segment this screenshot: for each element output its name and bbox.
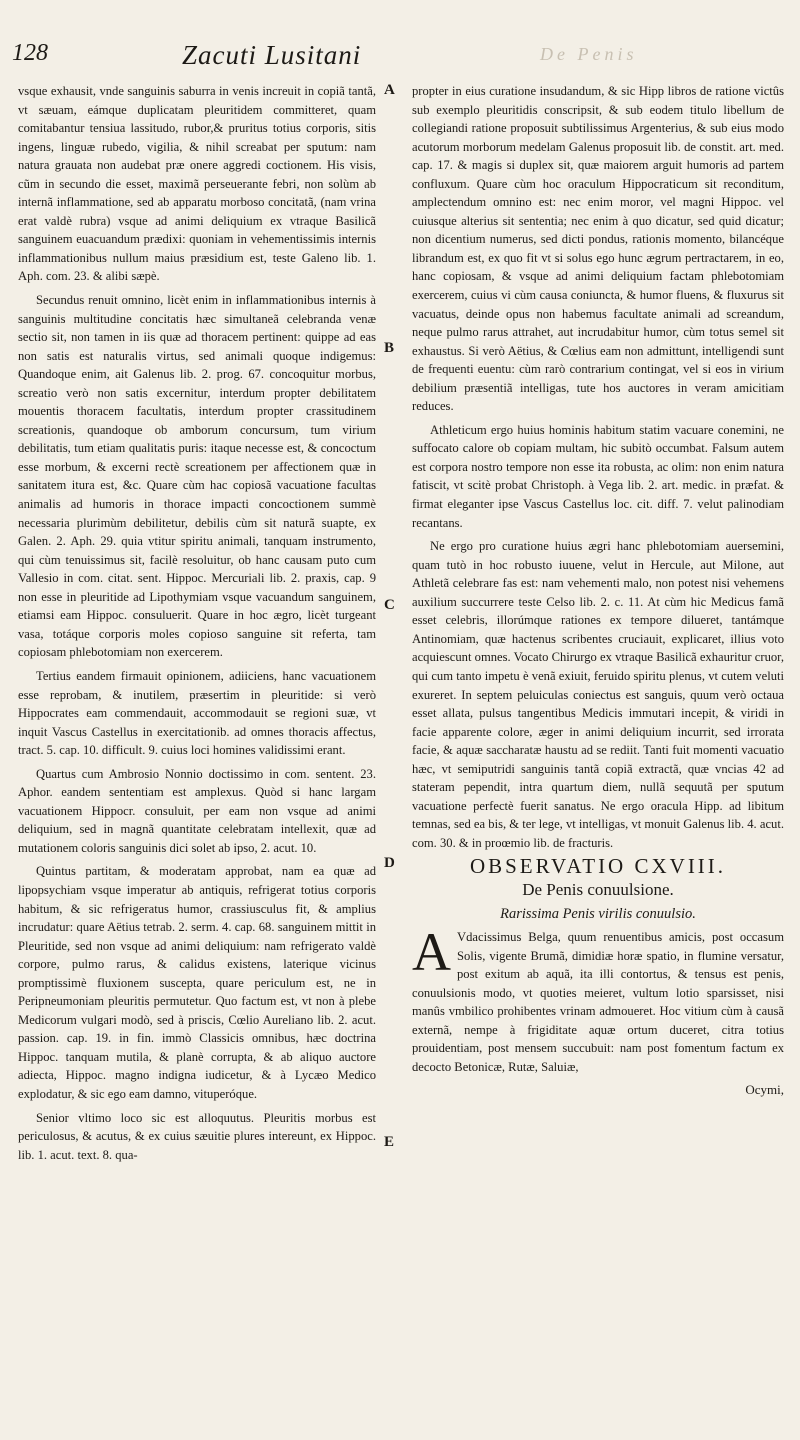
margin-mark-c: C xyxy=(384,597,395,613)
observation-subsubtitle: Rarissima Penis virilis conuulsio. xyxy=(500,905,696,922)
bleed-through-text: De Penis xyxy=(540,44,638,64)
observation-subtitle: De Penis conuulsione. xyxy=(522,879,674,899)
right-column xyxy=(412,82,784,1105)
observation-body: Vdacissimus Belga, quum renuentibus amicis, post occasum Solis, vigente Brumã, dimidiæ horæ spatio, in flumine versatur, post exitum ab aquã, ita illi contortus, & tensus est penis, conuulsionis modo, vt quoties meieret, vultum lotio sparsisset, nisi manûs vmbilico prohibentes vrinam admoueret. Hoc vitium cùm à causã externã, nempe à frigiditate aquæ ortum duceret, citra totius prouidentiam, post mensem succubuit: nam post fomentum factum ex decocto Betonicæ, Rutæ, Saluiæ, xyxy=(412,930,784,1074)
observation-title: OBSERVATIO CXVIII. xyxy=(469,854,727,879)
margin-mark-d: D xyxy=(384,855,395,871)
left-paragraph-4: Quartus cum Ambrosio Nonnio doctissimo in com. sentent. 23. Aphor. eandem sententiam est amplexus. Quòd si hanc largam vacuationem Hippocr. consuluit, per eam non vsque ad animi deliquium, sed in magnã quantitate celebratam intellexit, quæ ad mutationem coloris sanguinis dici solet ab ipso, 2. acut. 10. xyxy=(18,766,376,855)
margin-mark-a: A xyxy=(384,82,395,98)
running-title: Zacuti Lusitani xyxy=(182,40,362,70)
left-paragraph-5: Quintus partitam, & moderatam approbat, nam ea quæ ad lipopsychiam vsque imperatur ab antiquis, refrigerat totius corporis habitum, & sic refrigeratus humor, crassiusculus fit, & amplius incrudatur: quare Aëtius tetrab. 2. serm. 4. cap. 68. sanguinem mittit in Pleuritide, sed non vsque ad animi deliquium: nam refrigerato valdè corpore, pulmo rarus, & calidus existens, laterique vicinus promptissimè fluxionem suscepta, quare periculum est, ne in Peripneumoniam pleuritis permutetur. Quo factum est, vt non à plebe Medicorum vulgari modò, sed à priscis, Cœlio Aureliano lib. 2. acut. passion. cap. 19. in fin. immò Classicis omnibus, hæc doctrina Hippoc. tanquam mutila, & planè corrupta, & ab aliquo auctore adiecta, Hippoc. magno indigna iudicetur, & à Lycæo Medico explodatur, & sic ego eam damno, vituperóque. xyxy=(18,864,376,1101)
left-paragraph-6: Senior vltimo loco sic est alloquutus. Pleuritis morbus est periculosus, & acutus, & ex cuius sæuitie plures intereunt, ex Hippoc. lib. 1. acut. text. 8. qua- xyxy=(18,1110,376,1162)
left-column xyxy=(18,82,376,1169)
observation-paragraph xyxy=(412,922,784,1076)
left-paragraph-3: Tertius eandem firmauit opinionem, adiiciens, hanc vacuationem esse reprobam, & inutilem, præsertim in pleuritide: si verò Hippocrates eam commendauit, accommodauit se regioni suæ, vt inquit Vascus Castellus in exercitationib. ad omnes thoracis affectus, tract. 5. cap. 10. difficult. 9. cuius loci homines validissimi erant. xyxy=(18,668,376,758)
margin-mark-b: B xyxy=(384,340,395,356)
left-paragraph-1: vsque exhausit, vnde sanguinis saburra in venis increuit in copiã tantã, vt sæuam, eámque duplicatam pleuritidem committeret, quam comitabantur tensiua lassitudo, rubor,& pruritus totius corporis, sitis ingens, linguæ rubedo, vigilia, & nihil screabat per sputum: nam natura grauata non audebat præ onere aggredi coctionem. His visis, cũm in secundo die esset, maximã perseuerante febri, non solùm ab internã inflammatione, sed ab apparatu morboso concitatã, (nam vrina erat valdè rubra) vsque ad animi deliquium ex vtraque Basilicã sanguinem euacuandum prædixi: quoniam in vehementissimis internis inflammationibus nullum maius præsidium est, teste Galeno lib. 1. Aph. com. 23. & alibi sæpè. xyxy=(18,84,376,284)
right-paragraph-1: propter in eius curatione insudandum, & sic Hipp libros de ratione victûs sub exemplo pleuritidis conscripsit, & sub eodem titulo libellum de collegiandi ratione proposuit subtilissimus Argenterius, & sub eius modo acutorum morborum medelam Galenus proposuit lib. de constit. art. med. cap. 17. & magis si duplex sit, quæ maiorem arguit humoris ad partem confluxum. Quare cùm hoc oraculum Hippocraticum sit reconditum, amplectendum omnino est: nec enim moror, vel magni Hippoc. vel cuiusque alterius sit sententia; nec enim à quo dicatur, sed quid dicatur; non dicentium numerus, sed dicti pondus, rationis momento, bilancéque librandum est, ex quo fit vt si solus ego hunc ægrum pertractarem, in eo, hanc copiosam, & vsque ad animi deliquium factam phlebotomiam exercerem, cuius vi cùm causa coniuncta, & humor fluens, & fluxurus sit vacuatus, deinde opus non habemus facultate animali ad screandum, neque pulmo rarus attrahet, aut incrudabitur humor, cùm totus semel sit exhaustus. Si verò Aëtius, & Cœlius eam non admittunt, intelligendi sunt de frequenti euentu: cùm rarò contrarium contingat, vel si eos in virium debilium præsentiã intelligas, tute hos auctores in veram amicitiam reduces. xyxy=(412,84,784,414)
page-number: 128 xyxy=(12,40,48,66)
right-paragraph-2: Athleticum ergo huius hominis habitum statim vacuare conemini, ne suffocato calore ob copiam multam, hic subitò occumbat. Falsum autem est corpora nostro tempore non esse ita robusta, ac olim: non enim natura fatiscit, vt scitè probat Christoph. à Vega lib. 2. art. medic. in præfat. & firmat eleganter ipse Vascus Castellus loc. cit. diff. 7. velut palinodiam recantans. xyxy=(412,422,784,530)
drop-cap: A xyxy=(412,922,451,983)
left-paragraph-2: Secundus renuit omnino, licèt enim in inflammationibus internis à sanguinis multitudine concitatis hæc simultaneã celebranda venæ sectio sit, non tamen in iis quæ ad thoracem pertinent: quippe ad eas non satis est naturalis virtus, sed animali quoque indigemus: Quandoque enim, ait Galenus lib. 2. prog. 67. concoquitur morbus, screatio verò non satis excernitur, interdum propter debilitatem mouentis thoracem facultatis, interdum propter crassitudinem screationis, quandoque ob amborum concursum, tum virium debilitatis, tum etiam qualitatis puris: itaque necesse est, & concoctum esse morbum, & excerni rectè screationem per affectionem quæ in sanitatem itura est, &c. Quare cùm hac copiosã vacuatione facultas animalis ad humoris in thorace impacti concoctionem summè necessaria plurimùm debilitetur, debilis cùm sit naturã suapte, ex Galen. 2. Aph. 29. quia vtitur spiritu animali, tanquam instrumento, qui cùm tenuissimus sit, facilè resoluitur, ob hanc causam puto cum Vallesio in com. citat. sent. Hippoc. Mercuriali lib. 2. praxis, cap. 9 non esse in pleuritide ad Lipothymiam vsque vacuandum sanguinem, etiamsi eam Hippoc. consuluerit. Quare in hoc ægro, licèt turgeant vasa, totáque corporis moles copioso sanguine sit referta, tam copiosam phlebotomiam non exercerem. xyxy=(18,293,376,660)
margin-mark-e: E xyxy=(384,1134,395,1150)
right-paragraph-3: Ne ergo pro curatione huius ægri hanc phlebotomiam auersemini, quam tutò in hoc robusto iuuene, velut in Hercule, aut Milone, aut Athletã celebrare fas est: nam vehementi malo, non potest nisi vehemens auxilium succurrere teste Celso lib. 2. c. 11. At cùm hic Medicus famã esset celebris, illorúmque rationes ex tempore dilueret, tantámque Antinomiam, quæ hactenus scribentes cruciauit, explicaret, illius voto acquiescunt omnes. Vocato Chirurgo ex vtraque Basilicã exhauritur cruor, qui cum tanto impetu è venã exiuit, feruido spiritu plenus, vt cutem veluti exureret. In septem peluiculas coniectus est sanguis, quum verò octaua esset allata, pulsus tangentibus Medicis immutari incepit, & viridi in facie apparente colore, æger in animi deliquium incurrit, sed irrorata facie, & aquæ saccharatæ haustu ad se rediit. Tanti fuit momenti vacuatio hæc, vt semiputridi sanguinis tantã copiã extractã, quæ vncias 42 ad stateram pependit, intra quartum diem, nullã sequutã per sputum vacuatione perfectè fuerit sanatus. Ne ergo oracula Hipp. ad libitum temnas, sed ea bis, & ter lege, vt intelligas, vt monuit Galenus lib. 4. acut. com. 30. & in proœmio lib. de fracturis. xyxy=(412,539,784,850)
catchword: Ocymi, xyxy=(745,1082,784,1098)
